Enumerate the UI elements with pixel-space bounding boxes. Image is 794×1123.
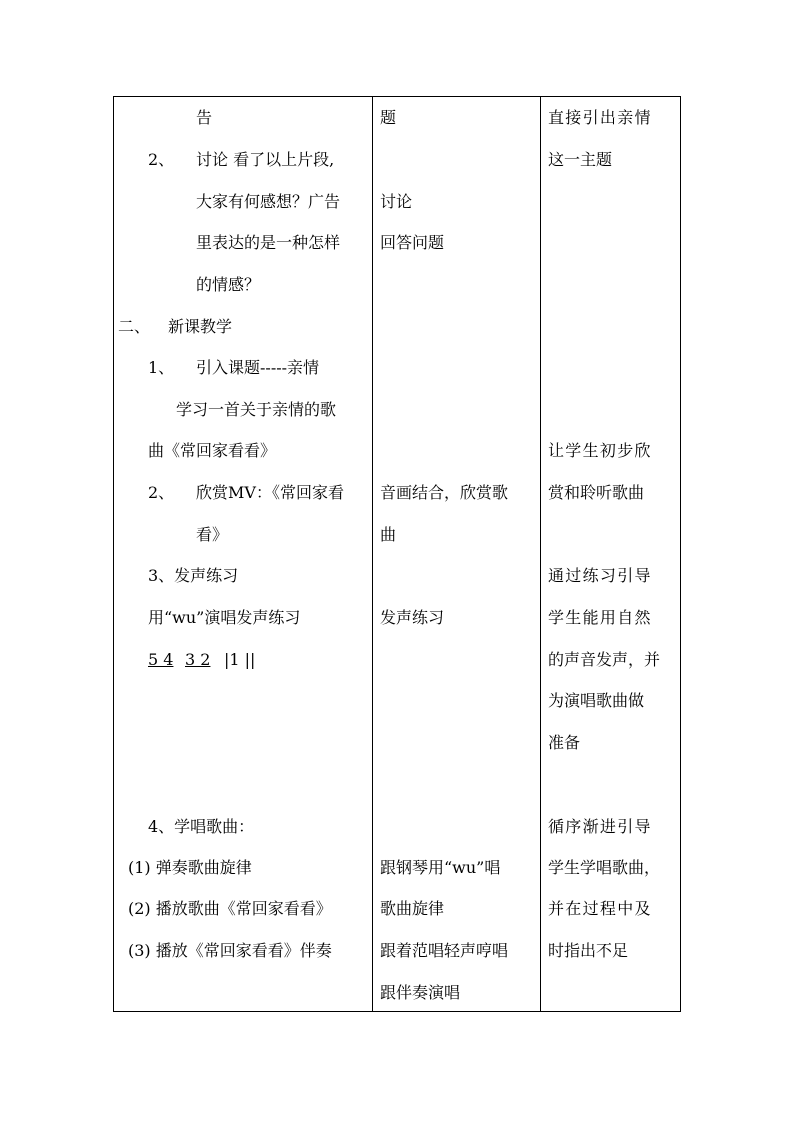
notation-group: 5 4 [148, 650, 174, 669]
activity-text: 音画结合，欣赏歌 [380, 483, 509, 502]
activity-text: 题 [380, 108, 397, 127]
notation-group: 3 2 [185, 650, 211, 669]
notation-group: |1 || [224, 650, 256, 669]
item-number: 1、 [148, 358, 175, 377]
process-text: 欣赏MV：《常回家看 [196, 483, 344, 502]
activity-text: 跟钢琴用“wu”唱 [380, 858, 501, 877]
intent-text: 为演唱歌曲做 [548, 691, 645, 710]
section-heading: 新课教学 [168, 317, 233, 336]
process-text: 讨论 看了以上片段, [196, 150, 335, 169]
intent-text: 让学生初步欣 [548, 441, 652, 460]
process-text: (2) 播放歌曲《常回家看看》 [128, 899, 332, 918]
process-text: (1) 弹奏歌曲旋律 [128, 858, 252, 877]
activity-text: 发声练习 [380, 608, 445, 627]
item-number: 2、 [148, 150, 175, 169]
activity-text: 跟着范唱轻声哼唱 [380, 941, 509, 960]
process-text: 引入课题-----亲情 [196, 358, 320, 377]
process-text: 看》 [196, 525, 229, 544]
intent-text: 时指出不足 [548, 941, 629, 960]
intent-text: 并在过程中及 [548, 899, 652, 918]
intent-text: 赏和聆听歌曲 [548, 483, 645, 502]
column-divider [372, 97, 373, 1011]
process-text: 大家有何感想？广告 [196, 192, 341, 211]
intent-text: 通过练习引导 [548, 566, 652, 585]
activity-text: 回答问题 [380, 233, 445, 252]
process-text: 告 [196, 108, 213, 127]
activity-text: 跟伴奏演唱 [380, 983, 461, 1002]
process-text: 4、学唱歌曲： [148, 817, 255, 836]
process-text: 用“wu”演唱发声练习 [148, 608, 301, 627]
intent-text: 直接引出亲情 [548, 108, 652, 127]
column-divider [540, 97, 541, 1011]
section-number: 二、 [118, 317, 151, 336]
process-text: (3) 播放《常回家看看》伴奏 [128, 941, 332, 960]
intent-text: 学生能用自然 [548, 608, 652, 627]
process-text: 3、发声练习 [148, 566, 239, 585]
intent-text: 这一主题 [548, 150, 613, 169]
process-text: 学习一首关于亲情的歌 [176, 400, 337, 419]
activity-text: 曲 [380, 525, 397, 544]
activity-text: 讨论 [380, 192, 413, 211]
activity-text: 歌曲旋律 [380, 899, 445, 918]
process-text: 的情感？ [196, 275, 261, 294]
intent-text: 的声音发声，并 [548, 650, 661, 669]
intent-text: 准备 [548, 733, 581, 752]
intent-text: 循序渐进引导 [548, 817, 652, 836]
intent-text: 学生学唱歌曲， [548, 858, 661, 877]
process-text: 里表达的是一种怎样 [196, 233, 341, 252]
process-text: 曲《常回家看看》 [148, 441, 277, 460]
item-number: 2、 [148, 483, 175, 502]
